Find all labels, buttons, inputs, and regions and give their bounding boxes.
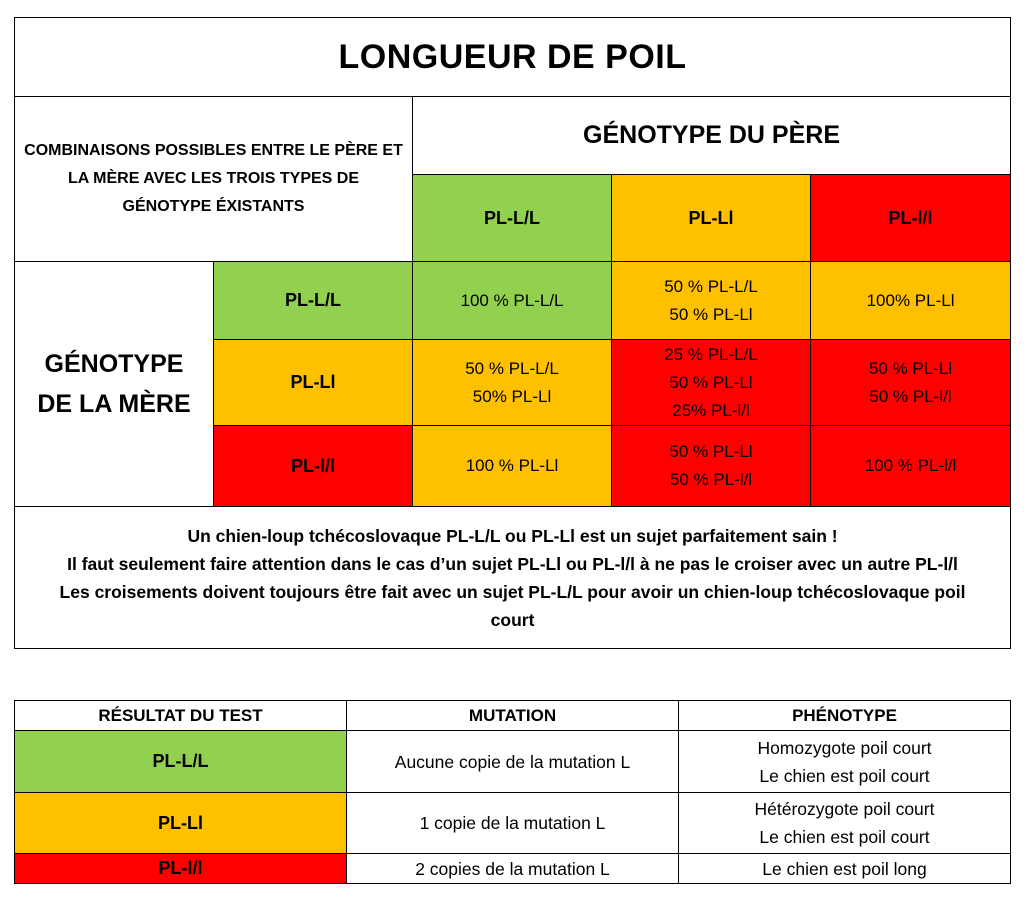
mother-genotype-Ll: PL-Ll — [214, 340, 413, 426]
legend-mutation: 2 copies de la mutation L — [347, 854, 679, 884]
father-genotype-heading: GÉNOTYPE DU PÈRE — [413, 97, 1011, 175]
mother-heading-line-2: DE LA MÈRE — [37, 390, 191, 418]
phenotype-line: Le chien est poil court — [759, 765, 930, 786]
note-line-2: Il faut seulement faire attention dans le cas d’un sujet PL-Ll ou PL-l/l à ne pas le croiser avec un autre PL-l/l — [67, 553, 958, 574]
result-line: 100 % PL-Ll — [465, 456, 559, 475]
result-line: 50 % PL-l/l — [869, 386, 952, 406]
legend-result-ll: PL-l/l — [15, 854, 347, 884]
result-line: 50 % PL-Ll — [669, 442, 753, 461]
legend-mutation: 1 copie de la mutation L — [347, 793, 679, 854]
result-line: 50 % PL-Ll — [669, 304, 753, 324]
legend-header-mutation: MUTATION — [347, 701, 679, 731]
result-line: 50 % PL-Ll — [868, 358, 953, 378]
father-genotype-LL: PL-L/L — [413, 175, 612, 262]
result-line: 25% PL-l/l — [672, 400, 750, 420]
legend-phenotype — [679, 731, 1011, 793]
result-line: 50 % PL-L/L — [664, 276, 758, 296]
legend-result-LL: PL-L/L — [15, 731, 347, 793]
result-cell-Ll-Ll — [612, 340, 811, 426]
legend-header-phenotype: PHÉNOTYPE — [679, 701, 1011, 731]
advice-note — [15, 507, 1011, 649]
genotype-combination-table — [14, 17, 1011, 649]
result-cell-Ll-LL — [413, 340, 612, 426]
father-genotype-Ll: PL-Ll — [612, 175, 811, 262]
result-cell-LL-ll — [811, 262, 1011, 340]
phenotype-line: Le chien est poil court — [759, 827, 930, 847]
page-title: LONGUEUR DE POIL — [15, 18, 1011, 97]
mother-genotype-ll: PL-l/l — [214, 426, 413, 507]
legend-table — [14, 700, 1011, 884]
phenotype-line: Homozygote poil court — [757, 737, 932, 758]
note-line-1: Un chien-loup tchécoslovaque PL-L/L ou PL-Ll est un sujet parfaitement sain ! — [187, 525, 838, 546]
result-cell-ll-ll — [811, 426, 1011, 507]
result-cell-Ll-ll — [811, 340, 1011, 426]
result-cell-ll-Ll — [612, 426, 811, 507]
phenotype-line: Le chien est poil long — [762, 858, 927, 879]
result-line: 25 % PL-L/L — [664, 344, 758, 364]
result-cell-LL-LL — [413, 262, 612, 340]
legend-phenotype — [679, 854, 1011, 884]
legend-mutation: Aucune copie de la mutation L — [347, 731, 679, 793]
result-line: 100% PL-Ll — [866, 290, 955, 310]
result-line: 100 % PL-L/L — [460, 290, 564, 310]
result-cell-LL-Ll — [612, 262, 811, 340]
father-genotype-ll: PL-l/l — [811, 175, 1011, 262]
mother-genotype-heading — [15, 262, 214, 507]
legend-header-result: RÉSULTAT DU TEST — [15, 701, 347, 731]
result-line: 100 % PL-l/l — [864, 456, 957, 475]
combinations-label: COMBINAISONS POSSIBLES ENTRE LE PÈRE ET LA MÈRE AVEC LES TROIS TYPES DE GÉNOTYPE ÉXISTANTS — [15, 97, 413, 262]
note-line-3: Les croisements doivent toujours être fait avec un sujet PL-L/L pour avoir un chien-loup tchécoslovaque poil court — [59, 581, 966, 630]
legend-phenotype — [679, 793, 1011, 854]
phenotype-line: Hétérozygote poil court — [754, 799, 935, 819]
result-line: 50 % PL-l/l — [669, 470, 753, 489]
result-line: 50% PL-Ll — [472, 386, 552, 406]
mother-genotype-LL: PL-L/L — [214, 262, 413, 340]
result-line: 50 % PL-Ll — [669, 372, 753, 392]
result-line: 50 % PL-L/L — [465, 358, 559, 378]
result-cell-ll-LL — [413, 426, 612, 507]
legend-result-Ll: PL-Ll — [15, 793, 347, 854]
mother-heading-line-1: GÉNOTYPE — [44, 350, 184, 378]
